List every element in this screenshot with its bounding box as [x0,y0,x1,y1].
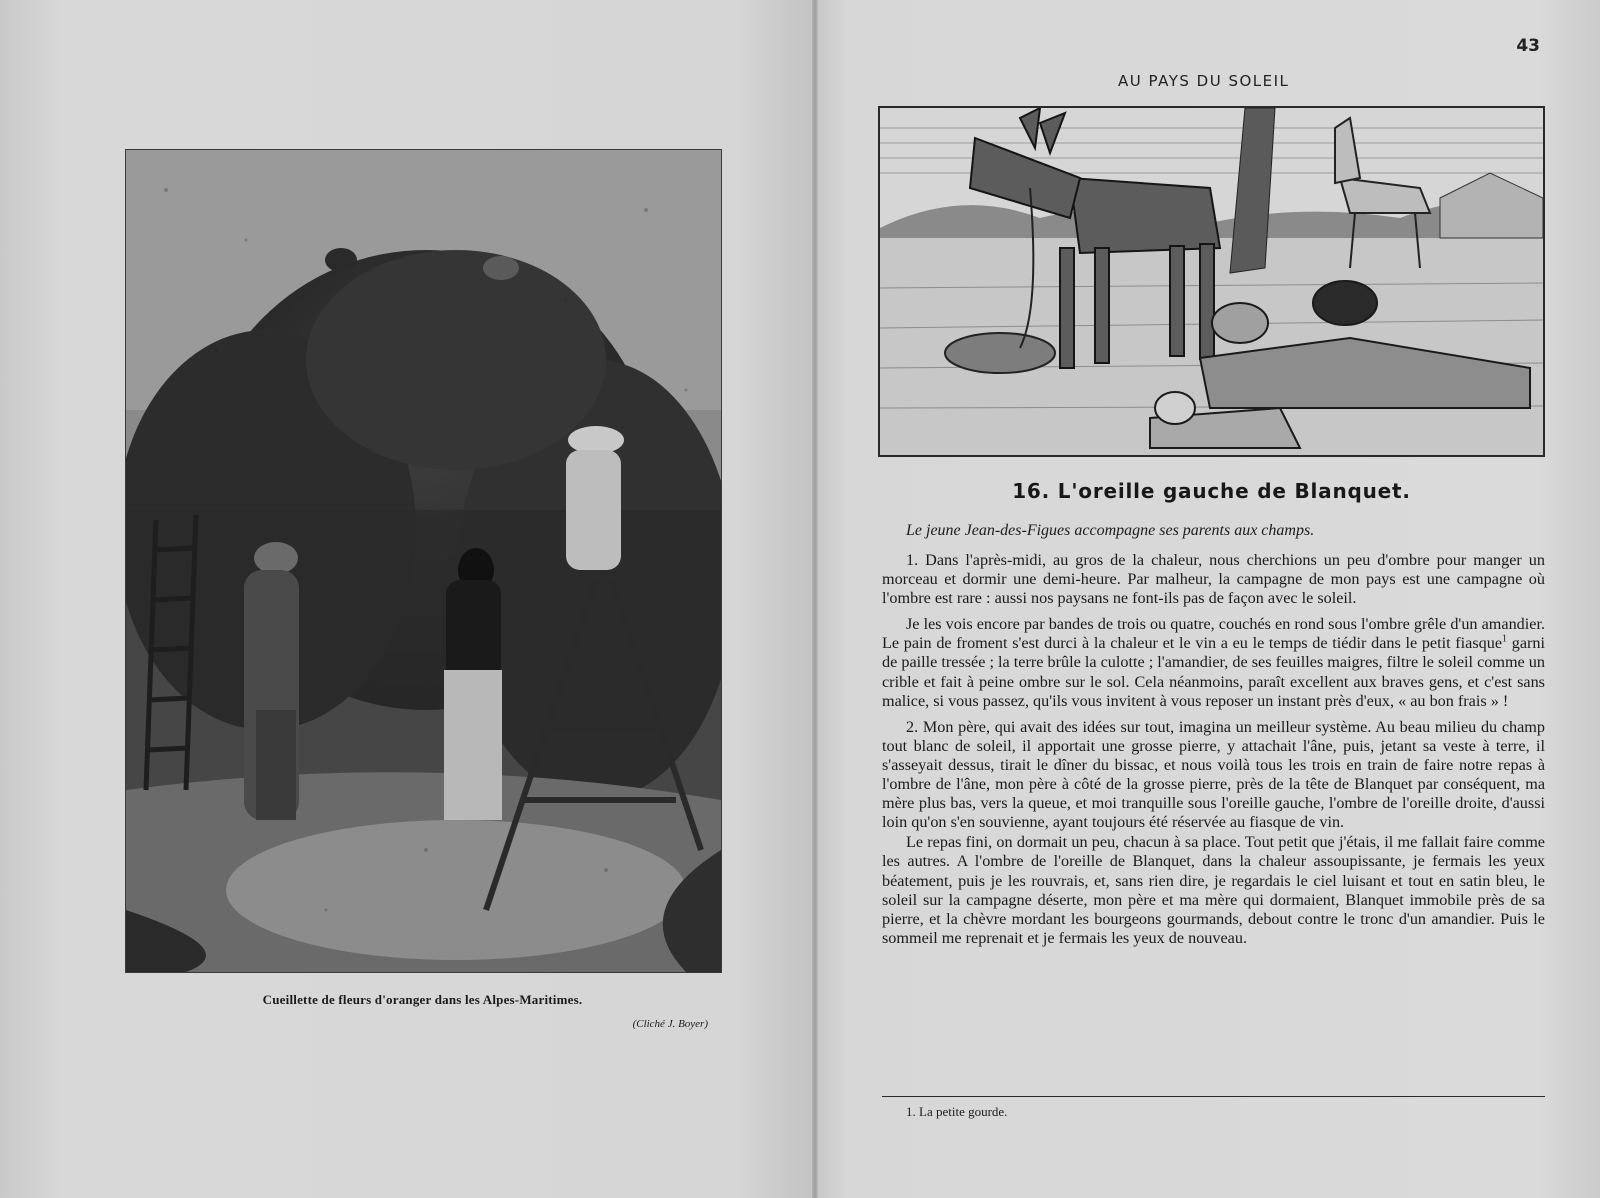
photo-illustration [126,150,721,972]
paragraph-2-end: garni de paille tressée ; la terre brûle la culotte ; l'amandier, de ses feuilles maigres, filtre le soleil comme un crible et fait à peine ombre sur le sol. Cela néanmoins, paraît excellent aux braves gens, et c'est sans malice, si vous passez, qu'ils vous invitent à vous reposer un instant près d'eux, « au bon frais » ! [882,634,1545,710]
right-page [818,0,1600,1198]
paragraph-3: 2. Mon père, qui avait des idées sur tout, imagina un meilleur système. Au beau milieu du champ tout blanc de soleil, il apportait une grosse pierre, y attachait l'âne, puis, jetant sa veste à terre, il s'asseyait dessus, tirait le dîner du bissac, et nous voilà tous les trois en train de faire notre repas à l'ombre de l'âne, mon père à côté de la grosse pierre, près de la tête de Blanquet par conséquent, ma mère plus bas, vers la queue, et moi tranquille sous l'oreille gauche, l'ombre de l'oreille droite, d'aussi loin qu'on s'en souvienne, ayant toujours été réservée au fiasque de vin. [882,717,1545,832]
paragraph-1: 1. Dans l'après-midi, au gros de la chaleur, nous cherchions un peu d'ombre pour manger un morceau et dormir une demi-heure. Par malheur, la campagne de mon pays est une campagne où l'ombre est rare : aussi nos paysans ne font-ils pas de façon avec le soleil. [882,551,1545,608]
chapter-title: 16. L'oreille gauche de Blanquet. [1012,479,1411,503]
donkey-scene [880,108,1543,455]
paragraph-4: Le repas fini, on dormait un peu, chacun à sa place. Tout petit que j'étais, il me fallait faire comme les autres. A l'ombre de l'oreille de Blanquet, dans la chaleur assoupissante, je fermais les yeux béatement, puis je les rouvrais, et, sans rien dire, je regardais le ciel luisant et tout en satin bleu, le soleil sur la campagne déserte, mon père et ma mère qui dormaient, Blanquet immobile près de sa pierre, et la chèvre mordant les bourgeons gourmands, debout contre le tronc d'un amandier. Puis le sommeil me reprenait et je fermais les yeux de nouveau. [882,833,1545,947]
running-head: AU PAYS DU SOLEIL [1118,72,1290,90]
photo-credit: (Cliché J. Boyer) [632,1018,708,1030]
footnote: 1. La petite gourde. [906,1104,1008,1119]
footnote-rule [882,1096,1545,1097]
footnote-marker: 1 [1502,633,1508,645]
chapter-body [882,551,1545,955]
chapter-intro: Le jeune Jean-des-Figues accompagne ses parents aux champs. [906,522,1315,539]
paragraph-2 [882,615,1545,710]
donkey-illustration [878,106,1545,457]
photo-caption: Cueillette de fleurs d'oranger dans les Alpes-Maritimes. [262,992,583,1007]
paragraph-2-start: Je les vois encore par bandes de trois ou quatre, couchés en rond sous l'ombre grêle d'un amandier. Le pain de froment s'est durci à la chaleur et le vin a eu le temps de tiédir dans le petit fiasque [882,615,1545,653]
page-number: 43 [1516,36,1540,56]
orange-blossom-photo [125,149,722,973]
